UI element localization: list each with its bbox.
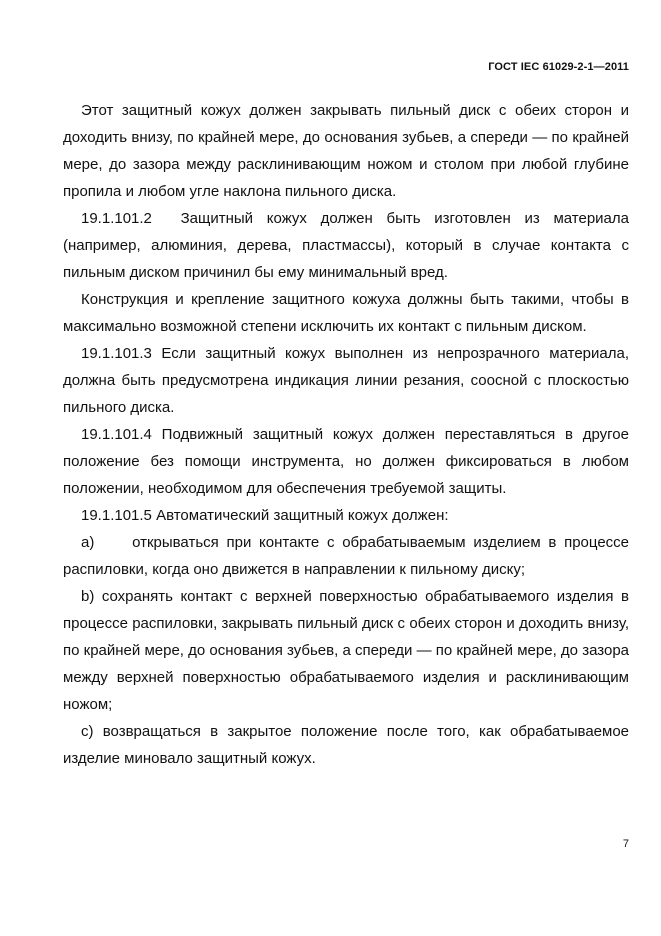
paragraph-19-1-101-5: 19.1.101.5 Автоматический защитный кожух должен: xyxy=(81,507,449,524)
list-item-b: b) сохранять контакт с верхней поверхностью обрабатываемого изделия в процессе распиловки, закрывать пильный диск с обеих сторон и доходить внизу, по крайней мере, до основания зубьев, а спереди — по крайней мере, до зазора между верхней поверхностью обрабатываемого изделия и расклинивающим ножом; xyxy=(63,588,629,713)
document-header-standard: ГОСТ IEC 61029-2-1—2011 xyxy=(488,61,629,73)
document-body xyxy=(63,97,629,772)
paragraph-guard-coverage: Этот защитный кожух должен закрывать пильный диск с обеих сторон и доходить внизу, по крайней мере, до основания зубьев, а спереди — по крайней мере, до зазора между расклинивающим ножом и столом при любой глубине пропила и любом угле наклона пильного диска. xyxy=(63,102,629,200)
paragraph-19-1-101-4: 19.1.101.4 Подвижный защитный кожух должен переставляться в другое положение без помощи инструмента, но должен фиксироваться в любом положении, необходимом для обеспечения требуемой защиты. xyxy=(63,426,629,497)
list-item-a: а) открываться при контакте с обрабатываемым изделием в процессе распиловки, когда оно движется в направлении к пильному диску; xyxy=(63,534,629,578)
page-number: 7 xyxy=(622,838,629,850)
paragraph-19-1-101-2: 19.1.101.2 Защитный кожух должен быть изготовлен из материала (например, алюминия, дерева, пластмассы), который в случае контакта с пильным диском причинил бы ему минимальный вред. xyxy=(63,210,629,281)
paragraph-19-1-101-3: 19.1.101.3 Если защитный кожух выполнен из непрозрачного материала, должна быть предусмотрена индикация линии резания, соосной с плоскостью пильного диска. xyxy=(63,345,629,416)
paragraph-guard-construction: Конструкция и крепление защитного кожуха должны быть такими, чтобы в максимально возможной степени исключить их контакт с пильным диском. xyxy=(63,291,629,335)
list-item-c: c) возвращаться в закрытое положение после того, как обрабатываемое изделие миновало защитный кожух. xyxy=(63,723,629,767)
